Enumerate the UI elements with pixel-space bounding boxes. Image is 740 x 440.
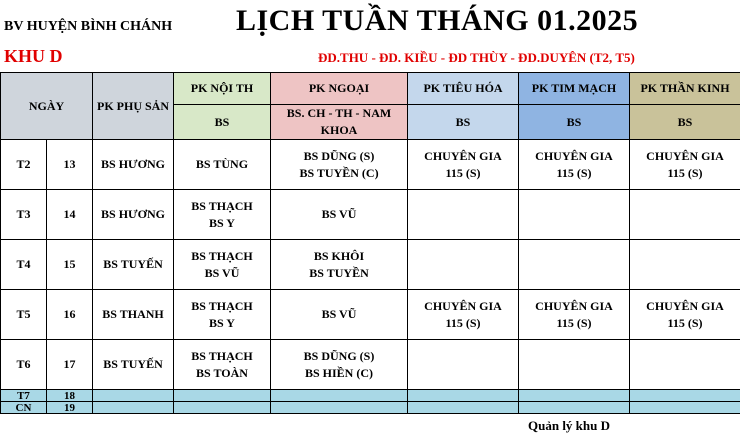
date-cell: 14 [47, 190, 93, 240]
tim-mach-line-2: 115 (S) [556, 315, 592, 330]
date-cell: 15 [47, 240, 93, 290]
noi-line-1: BS THẠCH [191, 248, 253, 263]
header-tim-mach: PK TIM MẠCH [519, 73, 630, 105]
ngoai-cell [271, 190, 408, 240]
table-row [1, 240, 740, 290]
tieu-hoa-line-2: 115 (S) [445, 165, 481, 180]
noi-cell [174, 290, 271, 340]
header-phu-san: PK PHỤ SẢN [93, 73, 174, 140]
tim-mach-line-1: CHUYÊN GIA [535, 148, 613, 163]
than-kinh-cell [630, 190, 740, 240]
date-cell: 13 [47, 140, 93, 190]
header-than-kinh: PK THẦN KINH [630, 73, 740, 105]
page-header [0, 0, 740, 72]
ngoai-line-1: BS VŨ [321, 307, 357, 321]
tieu-hoa-cell [408, 340, 519, 390]
date-cell: 16 [47, 290, 93, 340]
noi-cell [174, 240, 271, 290]
weekend-row [1, 402, 740, 414]
phu-san-cell: BS HƯƠNG [93, 190, 174, 240]
tim-mach-cell [519, 240, 630, 290]
table-row [1, 290, 740, 340]
empty-cell [630, 402, 740, 414]
empty-cell [630, 390, 740, 402]
noi-cell [174, 340, 271, 390]
table-row [1, 190, 740, 240]
subheader-tim-mach: BS [519, 105, 630, 140]
ngoai-cell [271, 240, 408, 290]
empty-cell [174, 390, 271, 402]
day-cell: T4 [1, 240, 47, 290]
than-kinh-line-1: CHUYÊN GIA [646, 148, 724, 163]
than-kinh-cell [630, 340, 740, 390]
than-kinh-cell [630, 290, 740, 340]
header-row-top [1, 73, 740, 105]
empty-cell [93, 402, 174, 414]
subheader-than-kinh: BS [630, 105, 740, 140]
phu-san-cell: BS THANH [93, 290, 174, 340]
schedule-table [0, 72, 740, 414]
page-title: LỊCH TUẦN THÁNG 01.2025 [236, 4, 639, 37]
than-kinh-line-2: 115 (S) [667, 315, 703, 330]
table-row [1, 340, 740, 390]
tieu-hoa-line-2: 115 (S) [445, 315, 481, 330]
day-cell: T5 [1, 290, 47, 340]
header-tieu-hoa: PK TIÊU HÓA [408, 73, 519, 105]
tim-mach-cell [519, 290, 630, 340]
than-kinh-line-2: 115 (S) [667, 165, 703, 180]
noi-line-1: BS TÙNG [195, 157, 249, 171]
subheader-ngoai: BS. CH - TH - NAM KHOA [271, 105, 408, 140]
than-kinh-line-1: CHUYÊN GIA [646, 298, 724, 313]
phu-san-cell: BS TUYẾN [93, 240, 174, 290]
table-row [1, 140, 740, 190]
ngoai-cell [271, 290, 408, 340]
day-cell: T2 [1, 140, 47, 190]
noi-cell [174, 190, 271, 240]
tieu-hoa-line-1: CHUYÊN GIA [424, 148, 502, 163]
date-cell: 17 [47, 340, 93, 390]
weekend-row [1, 390, 740, 402]
noi-line-2: BS Y [209, 215, 235, 230]
empty-cell [271, 402, 408, 414]
ngoai-line-1: BS DŨNG (S) [303, 148, 375, 163]
noi-line-2: BS VŨ [204, 265, 240, 280]
nurse-staff-line: ĐD.THU - ĐD. KIỀU - ĐD THÙY - ĐD.DUYÊN (T2, T5) [318, 50, 635, 65]
noi-line-1: BS THẠCH [191, 198, 253, 213]
header-noi: PK NỘI TH [174, 73, 271, 105]
noi-line-1: BS THẠCH [191, 298, 253, 313]
empty-cell [408, 390, 519, 402]
empty-cell [174, 402, 271, 414]
header-day: NGÀY [1, 73, 93, 140]
ngoai-line-2: BS TUYỀN (C) [299, 165, 379, 180]
than-kinh-cell [630, 140, 740, 190]
hospital-name: BV HUYỆN BÌNH CHÁNH [4, 19, 173, 34]
subheader-tieu-hoa: BS [408, 105, 519, 140]
ngoai-line-1: BS DŨNG (S) [303, 348, 375, 363]
ngoai-line-2: BS HIỀN (C) [304, 365, 373, 380]
ngoai-line-2: BS TUYỀN [309, 265, 369, 280]
empty-cell [408, 402, 519, 414]
noi-line-2: BS TOÀN [196, 365, 248, 380]
phu-san-cell: BS TUYẾN [93, 340, 174, 390]
ngoai-line-1: BS VŨ [321, 207, 357, 221]
phu-san-cell: BS HƯƠNG [93, 140, 174, 190]
tieu-hoa-cell [408, 140, 519, 190]
header-ngoai: PK NGOẠI [271, 73, 408, 105]
ngoai-cell [271, 340, 408, 390]
date-cell: 19 [47, 402, 93, 414]
tim-mach-cell [519, 190, 630, 240]
tieu-hoa-cell [408, 290, 519, 340]
noi-cell [174, 140, 271, 190]
empty-cell [271, 390, 408, 402]
manager-signature-label: Quản lý khu D [528, 418, 611, 433]
ngoai-line-1: BS KHÔI [313, 248, 365, 263]
tieu-hoa-cell [408, 240, 519, 290]
tim-mach-line-1: CHUYÊN GIA [535, 298, 613, 313]
day-cell: CN [1, 402, 47, 414]
day-cell: T7 [1, 390, 47, 402]
tim-mach-line-2: 115 (S) [556, 165, 592, 180]
date-cell: 18 [47, 390, 93, 402]
tieu-hoa-cell [408, 190, 519, 240]
than-kinh-cell [630, 240, 740, 290]
empty-cell [519, 390, 630, 402]
noi-line-2: BS Y [209, 315, 235, 330]
day-cell: T6 [1, 340, 47, 390]
day-cell: T3 [1, 190, 47, 240]
subheader-noi: BS [174, 105, 271, 140]
zone-label: KHU D [4, 46, 63, 66]
tieu-hoa-line-1: CHUYÊN GIA [424, 298, 502, 313]
ngoai-cell [271, 140, 408, 190]
noi-line-1: BS THẠCH [191, 348, 253, 363]
tim-mach-cell [519, 140, 630, 190]
empty-cell [93, 390, 174, 402]
tim-mach-cell [519, 340, 630, 390]
empty-cell [519, 402, 630, 414]
